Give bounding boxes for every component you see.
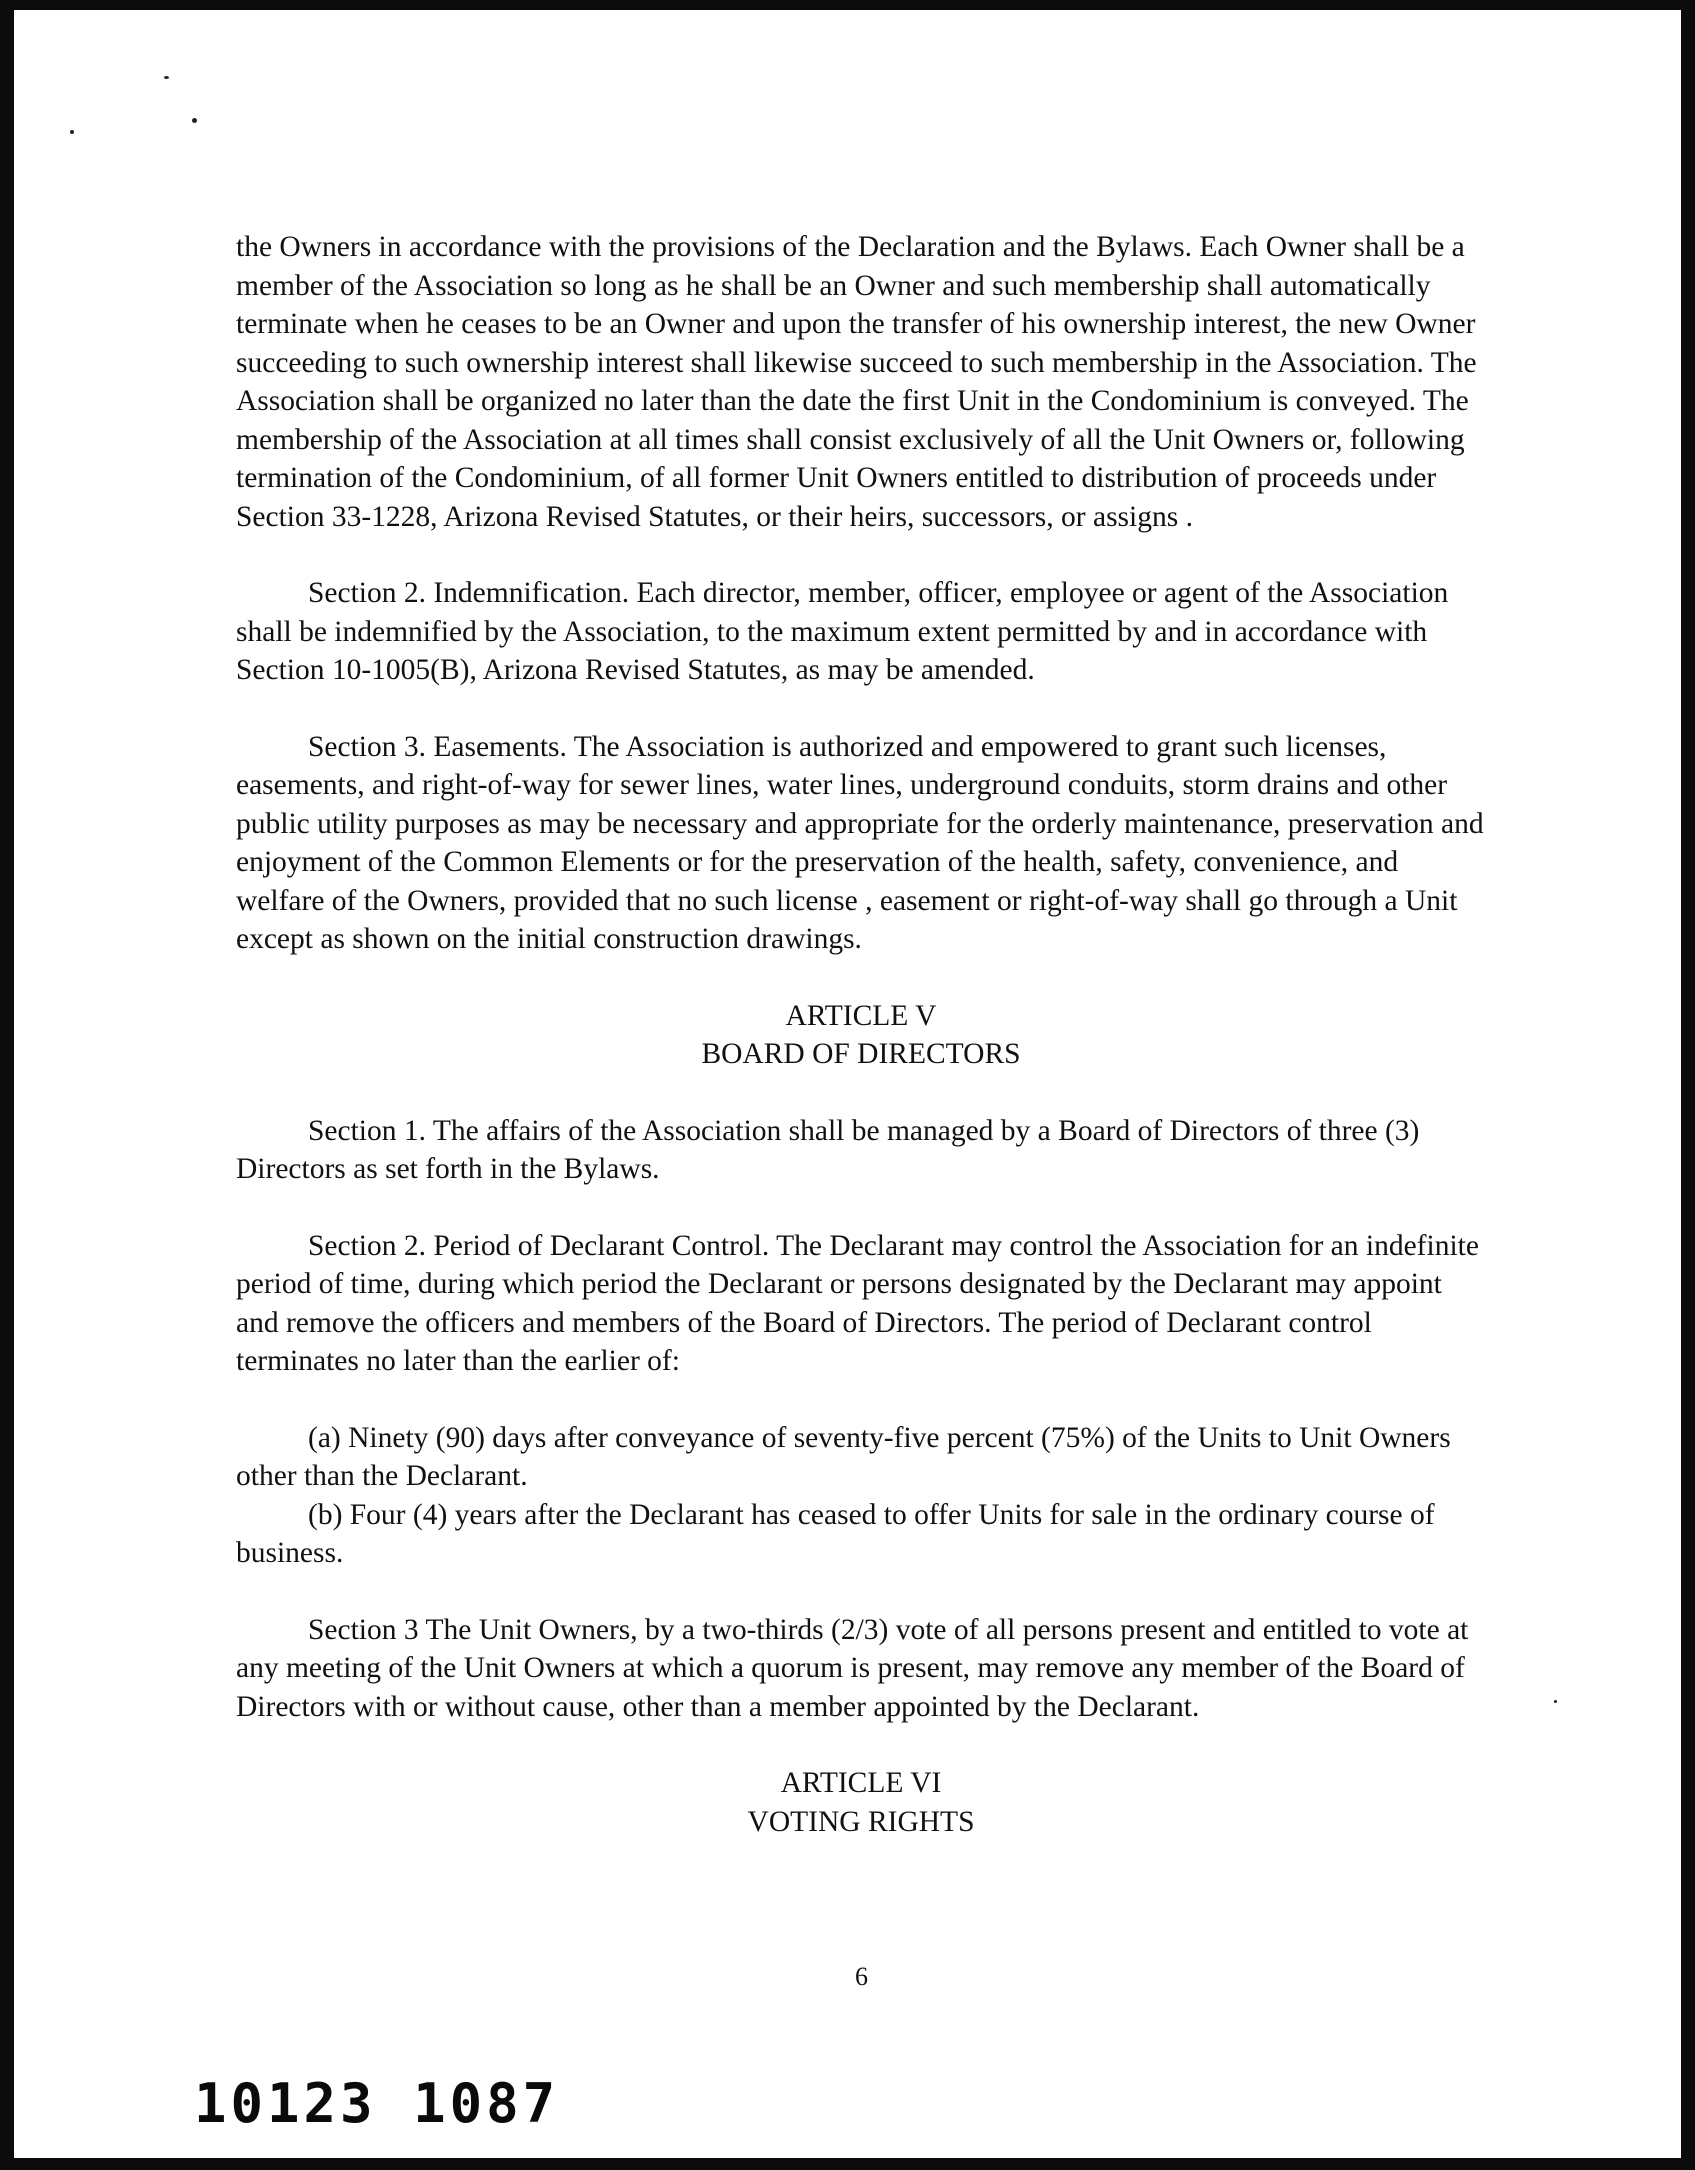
article-v-number: ARTICLE V — [785, 999, 937, 1032]
paragraph-removal: Section 3 The Unit Owners, by a two-thirds (2/3) vote of all persons present and entitled to vote at any meeting of the Unit Owners at which a quorum is present, may remove any member of the Board of Directors with or without cause, other than a member appointed by the Declarant. — [236, 1613, 1469, 1723]
paragraph-declarant-control: Section 2. Period of Declarant Control. The Declarant may control the Association for an indefinite period of time, during which period the Declarant or persons designated by the Declarant may appoint and remove the officers and members of the Board of Directors. The period of Declarant control terminates no later than the earlier of: — [236, 1229, 1479, 1377]
scan-speck — [1554, 1700, 1557, 1703]
sub-item-b: (b) Four (4) years after the Declarant has ceased to offer Units for sale in the ordinary course of business. — [236, 1498, 1435, 1569]
article-vi-title: VOTING RIGHTS — [747, 1805, 975, 1838]
paragraph-easements: Section 3. Easements. The Association is authorized and empowered to grant such licenses, easements, and right-of-way for sewer lines, water lines, underground conduits, storm drains and other public utility purposes as may be necessary and appropriate for the orderly maintenance, preservation and enjoyment of the Common Elements or for the preservation of the health, safety, convenience, and welfare of the Owners, provided that no such license , easement or right-of-way shall go through a Unit except as shown on the initial construction drawings. — [236, 730, 1484, 955]
page-number: 6 — [855, 1962, 868, 1991]
document-number: 10123 1087 — [194, 2072, 560, 2135]
article-v-title: BOARD OF DIRECTORS — [701, 1038, 1021, 1070]
article-vi-number: ARTICLE VI — [780, 1767, 942, 1799]
paragraph-indemnification: Section 2. Indemnification. Each director, member, officer, employee or agent of the Association shall be indemnified by the Association, to the maximum extent permitted by and in accordance with Section 10-1005(B), Arizona Revised Statutes, as may be amended. — [236, 577, 1449, 686]
paragraph-membership: the Owners in accordance with the provisions of the Declaration and the Bylaws. Each Owner shall be a member of the Association so long as he shall be an Owner and such membership shall automatically terminate when he ceases to be an Owner and upon the transfer of his ownership interest, the new Owner succeeding to such ownership interest shall likewise succeed to such membership in the Association. The Association shall be organized no later than the date the first Unit in the Condominium is conveyed. The membership of the Association at all times shall consist exclusively of all the Unit Owners or, following termination of the Condominium, of all former Unit Owners entitled to distribution of proceeds under Section 33-1228, Arizona Revised Statutes, or their heirs, successors, or assigns . — [236, 231, 1477, 533]
sub-item-a: (a) Ninety (90) days after conveyance of seventy-five percent (75%) of the Units to Unit Owners other than the Declarant. — [236, 1421, 1451, 1492]
scan-speck — [164, 76, 169, 79]
scan-speck — [70, 130, 74, 134]
document-body — [236, 228, 1486, 1841]
scan-speck — [192, 118, 197, 123]
paragraph-board-section-1: Section 1. The affairs of the Association shall be managed by a Board of Directors of three (3) Directors as set forth in the Bylaws. — [236, 1114, 1420, 1185]
